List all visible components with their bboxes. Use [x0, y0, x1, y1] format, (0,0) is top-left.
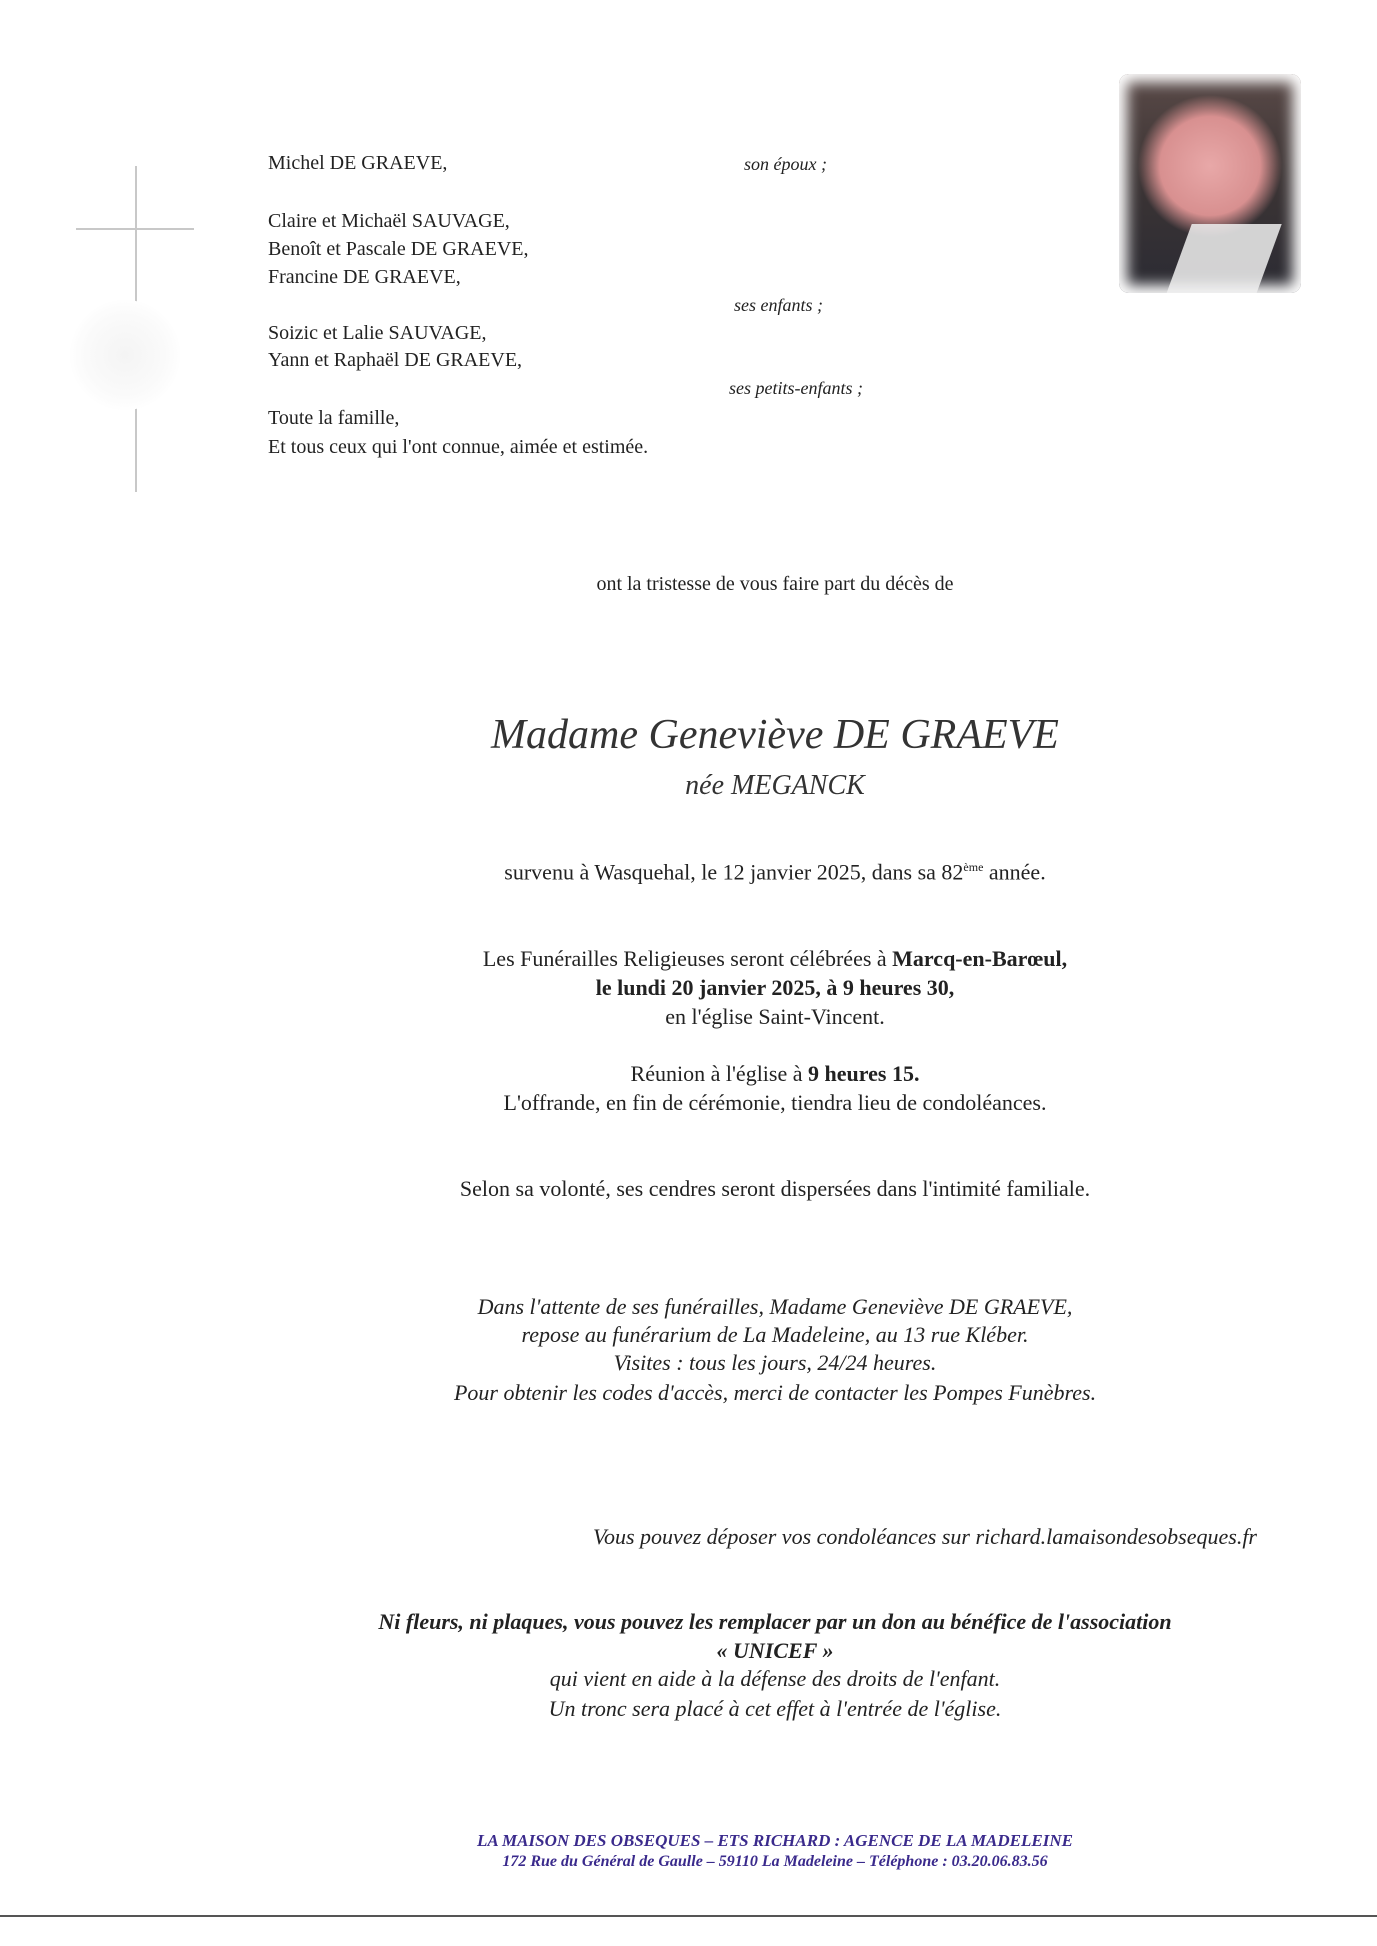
family-line: Et tous ceux qui l'ont connue, aimée et estimée. [268, 436, 649, 458]
funeral-text: Les Funérailles Religieuses seront célébrées à [482, 946, 893, 971]
spouse-name: Michel DE GRAEVE, [268, 152, 448, 174]
announcement: ont la tristesse de vous faire part du décès de [596, 573, 954, 595]
donation-line: Un tronc sera placé à cet effet à l'entrée de l'église. [548, 1696, 1002, 1721]
deceased-name: Madame Geneviève DE GRAEVE [491, 712, 1059, 758]
death-text-end: année. [983, 859, 1046, 885]
spouse-relation: son époux ; [744, 154, 827, 174]
child-name: Benoît et Pascale DE GRAEVE, [268, 238, 529, 260]
footer-company: LA MAISON DES OBSEQUES – ETS RICHARD : AGENCE DE LA MADELEINE [477, 1831, 1073, 1850]
ashes-line: Selon sa volonté, ses cendres seront dispersées dans l'intimité familiale. [459, 1176, 1091, 1201]
meeting-text: Réunion à l'église à [630, 1061, 809, 1086]
footer-address: 172 Rue du Général de Gaulle – 59110 La Madeleine – Téléphone : 03.20.06.83.56 [502, 1853, 1048, 1870]
rest-line: Dans l'attente de ses funérailles, Madame Geneviève DE GRAEVE, [477, 1294, 1073, 1319]
cross-bar [76, 228, 194, 230]
dove-icon [70, 300, 180, 410]
children-relation: ses enfants ; [734, 295, 823, 315]
rest-line: repose au funérarium de La Madeleine, au 13 rue Kléber. [521, 1322, 1029, 1347]
bottom-rule [0, 1915, 1377, 1917]
offering-line: L'offrande, en fin de cérémonie, tiendra lieu de condoléances. [503, 1090, 1047, 1115]
funeral-place: Marcq-en-Barœul, [892, 946, 1068, 971]
child-name: Claire et Michaël SAUVAGE, [268, 210, 510, 232]
meeting-line [275, 1063, 1275, 1085]
portrait-photo [1119, 74, 1301, 293]
condolences-link[interactable]: Vous pouvez déposer vos condoléances sur richard.lamaisondesobseques.fr [593, 1524, 1257, 1549]
donation-line: qui vient en aide à la défense des droits de l'enfant. [549, 1666, 1001, 1691]
funeral-date: le lundi 20 janvier 2025, à 9 heures 30, [595, 975, 955, 1000]
donation-org: « UNICEF » [716, 1638, 834, 1663]
child-name: Francine DE GRAEVE, [268, 266, 461, 288]
meeting-time: 9 heures 15. [808, 1061, 920, 1086]
funeral-church: en l'église Saint-Vincent. [665, 1004, 885, 1029]
grandchildren-relation: ses petits-enfants ; [729, 378, 863, 398]
death-line [275, 861, 1275, 883]
rest-line: Visites : tous les jours, 24/24 heures. [613, 1350, 937, 1375]
rest-line: Pour obtenir les codes d'accès, merci de contacter les Pompes Funèbres. [453, 1380, 1097, 1405]
death-text: survenu à Wasquehal, le 12 janvier 2025, dans sa 82 [504, 859, 964, 885]
grandchild-name: Yann et Raphaël DE GRAEVE, [268, 349, 523, 371]
family-line: Toute la famille, [268, 407, 400, 429]
grandchild-name: Soizic et Lalie SAUVAGE, [268, 322, 487, 344]
maiden-name: née MEGANCK [685, 770, 865, 801]
donation-line: Ni fleurs, ni plaques, vous pouvez les remplacer par un don au bénéfice de l'association [378, 1609, 1172, 1634]
funeral-line-1 [275, 948, 1275, 970]
ordinal-suffix: ème [963, 860, 984, 874]
